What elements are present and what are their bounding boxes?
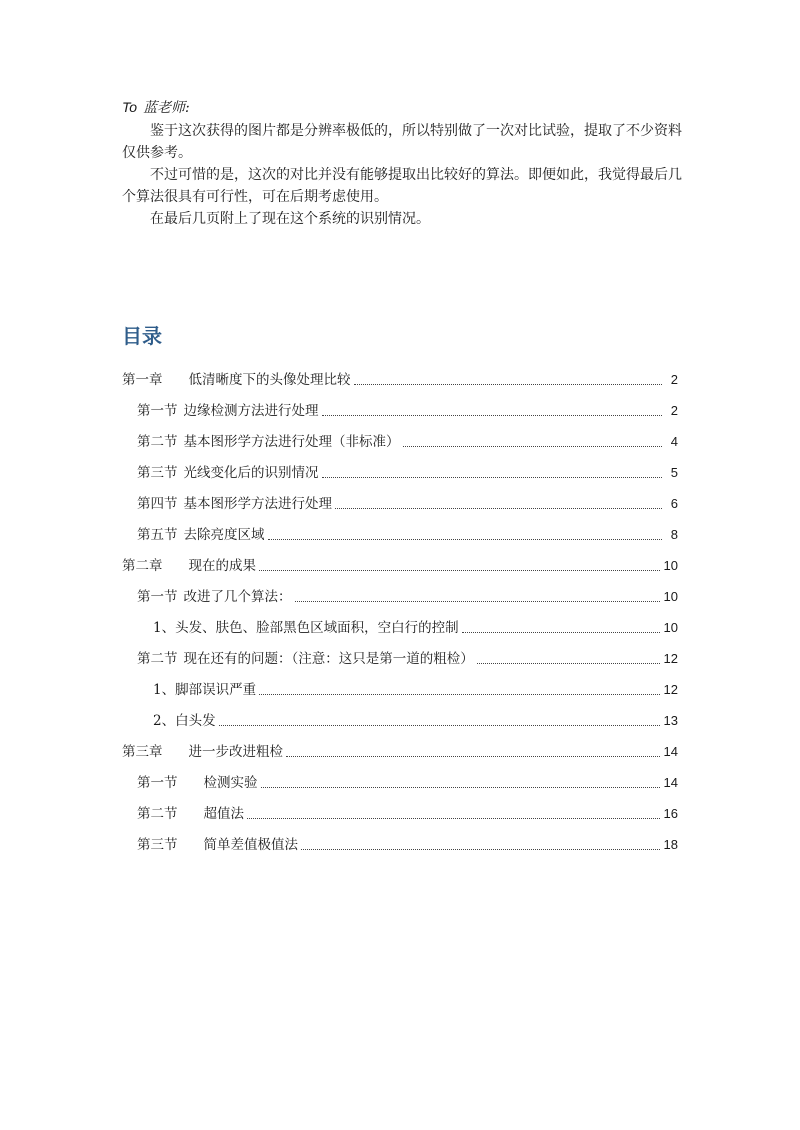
table-of-contents: [122, 359, 678, 855]
letter-paragraph-3: 在最后几页附上了现在这个系统的识别情况。: [150, 211, 430, 227]
toc-entry-title: 2、白头发: [153, 713, 216, 729]
toc-leader: [247, 818, 660, 819]
toc-leader: [354, 384, 663, 385]
toc-entry-title: 改进了几个算法：: [183, 589, 292, 605]
toc-entry-number: 第二节: [137, 651, 178, 667]
toc-entry[interactable]: [122, 483, 678, 514]
toc-entry-page: 14: [663, 775, 678, 790]
toc-entry-title: 超值法: [203, 806, 244, 822]
toc-entry[interactable]: [122, 793, 678, 824]
toc-entry-number: 第四节: [137, 496, 178, 512]
toc-leader: [268, 539, 663, 540]
toc-entry-number: 第五节: [137, 527, 178, 543]
letter-paragraph-2: 不过可惜的是，这次的对比并没有能够提取出比较好的算法。即便如此，我觉得最后几个算法很具有可行性，可在后期考虑使用。: [122, 167, 682, 205]
toc-entry[interactable]: [122, 514, 678, 545]
toc-entry-title: 1、脚部误识严重: [153, 682, 257, 698]
toc-leader: [301, 849, 660, 850]
toc-entry[interactable]: [122, 607, 678, 638]
toc-entry-page: 8: [670, 527, 678, 542]
toc-entry-page: 4: [670, 434, 678, 449]
toc-entry-title: 进一步改进粗检: [188, 744, 283, 760]
toc-leader: [286, 756, 660, 757]
toc-entry-title: 去除亮度区域: [183, 527, 265, 543]
greeting-to: To: [122, 99, 138, 115]
toc-entry-number: 第二节: [137, 806, 178, 822]
toc-entry-title: 光线变化后的识别情况: [183, 465, 319, 481]
toc-entry[interactable]: [122, 421, 678, 452]
toc-entry-page: 10: [663, 558, 678, 573]
toc-entry[interactable]: [122, 452, 678, 483]
toc-entry-page: 10: [663, 589, 678, 604]
toc-entry-page: 10: [663, 620, 678, 635]
toc-entry-title: 现在的成果: [188, 558, 256, 574]
toc-entry-number: 第一节: [137, 775, 178, 791]
toc-entry-page: 12: [663, 682, 678, 697]
toc-entry-number: 第一节: [137, 589, 178, 605]
toc-entry[interactable]: [122, 359, 678, 390]
toc-entry-number: 第一章: [122, 372, 163, 388]
toc-entry-number: 第二节: [137, 434, 178, 450]
toc-leader: [259, 694, 659, 695]
toc-entry[interactable]: [122, 700, 678, 731]
toc-entry-page: 12: [663, 651, 678, 666]
toc-leader: [335, 508, 662, 509]
toc-leader: [295, 601, 660, 602]
toc-entry-title: 1、头发、肤色、脸部黑色区域面积，空白行的控制: [153, 620, 459, 636]
toc-leader: [322, 477, 663, 478]
toc-entry[interactable]: [122, 669, 678, 700]
greeting-line: [122, 96, 682, 118]
toc-entry[interactable]: [122, 824, 678, 855]
toc-leader: [261, 787, 660, 788]
toc-entry[interactable]: [122, 545, 678, 576]
toc-entry-number: 第二章: [122, 558, 163, 574]
toc-entry[interactable]: [122, 576, 678, 607]
toc-entry-title: 基本图形学方法进行处理: [183, 496, 332, 512]
toc-entry-title: 检测实验: [203, 775, 258, 791]
letter-paragraph-1: 鉴于这次获得的图片都是分辨率极低的，所以特别做了一次对比试验，提取了不少资料仅供参考。: [122, 123, 682, 161]
toc-entry-title: 基本图形学方法进行处理（非标准）: [183, 434, 400, 450]
cover-letter: [122, 96, 682, 230]
toc-entry-page: 13: [663, 713, 678, 728]
toc-entry-number: 第三节: [137, 465, 178, 481]
toc-entry[interactable]: [122, 731, 678, 762]
toc-entry-title: 边缘检测方法进行处理: [183, 403, 319, 419]
toc-entry-title: 现在还有的问题：（注意：这只是第一道的粗检）: [183, 651, 474, 667]
toc-entry-page: 5: [670, 465, 678, 480]
toc-leader: [219, 725, 660, 726]
toc-entry-number: 第三节: [137, 837, 178, 853]
toc-entry-number: 第三章: [122, 744, 163, 760]
toc-title: 目录: [122, 326, 162, 348]
toc-leader: [322, 415, 663, 416]
toc-entry[interactable]: [122, 762, 678, 793]
toc-entry-page: 16: [663, 806, 678, 821]
toc-leader: [259, 570, 660, 571]
greeting-recipient: 蓝老师:: [143, 100, 190, 116]
toc-entry-title: 简单差值极值法: [203, 837, 298, 853]
toc-entry-title: 低清晰度下的头像处理比较: [188, 372, 351, 388]
toc-entry-page: 6: [670, 496, 678, 511]
toc-entry[interactable]: [122, 390, 678, 421]
toc-entry-page: 14: [663, 744, 678, 759]
toc-entry-page: 18: [663, 837, 678, 852]
toc-leader: [477, 663, 660, 664]
toc-entry-page: 2: [670, 403, 678, 418]
toc-leader: [462, 632, 660, 633]
toc-leader: [403, 446, 663, 447]
toc-entry-number: 第一节: [137, 403, 178, 419]
toc-entry-page: 2: [670, 372, 678, 387]
toc-entry[interactable]: [122, 638, 678, 669]
